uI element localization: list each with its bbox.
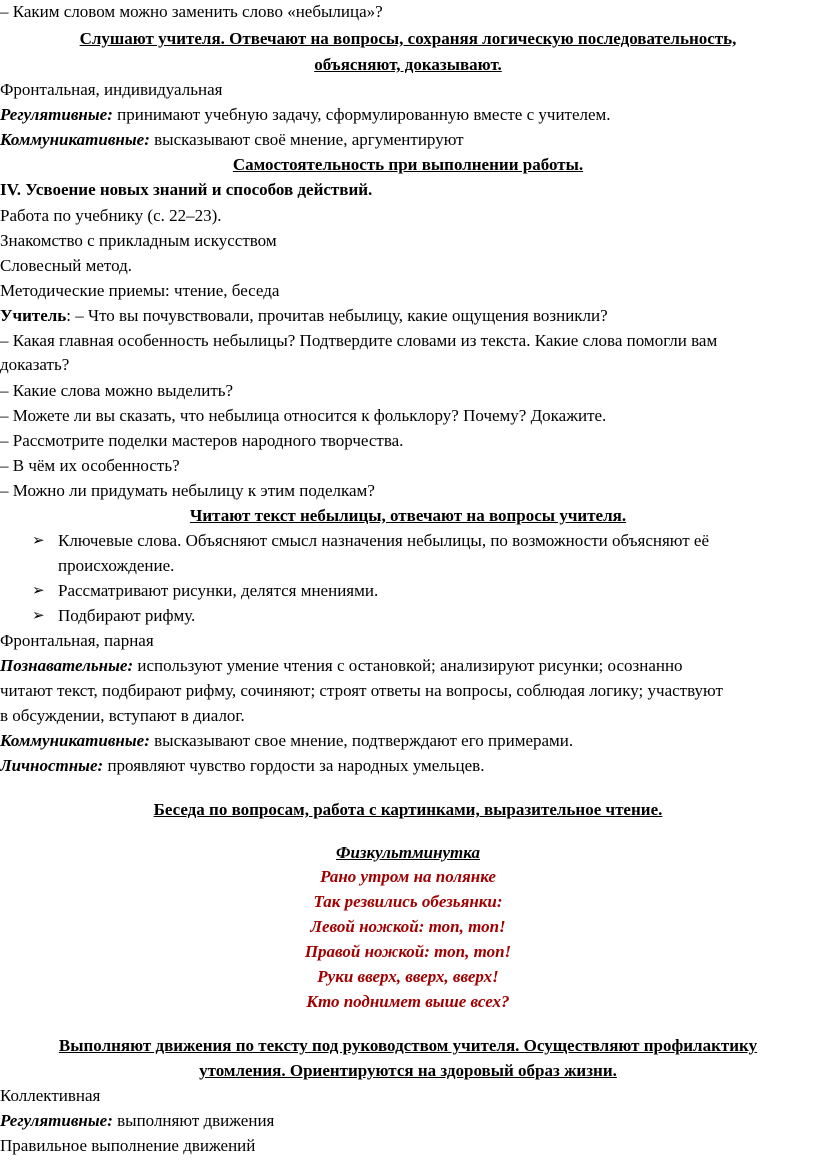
cognitive-label: Познавательные: xyxy=(0,656,134,675)
personal-label: Личностные: xyxy=(0,756,104,775)
poem-line: Рано утром на полянке xyxy=(320,867,496,886)
poem-line: Правой ножкой: топ, топ! xyxy=(304,942,512,961)
list-item: происхождение. xyxy=(58,556,175,575)
cognitive-line: читают текст, подбирают рифму, сочиняют; строят ответы на вопросы, соблюдая логику; участвуют xyxy=(0,681,723,700)
work-form: Фронтальная, индивидуальная xyxy=(0,80,223,99)
regulative-label: Регулятивные: xyxy=(0,1111,113,1130)
regulative-text: выполняют движения xyxy=(112,1111,275,1130)
question-line: – Можно ли придумать небылицу к этим поделкам? xyxy=(0,481,375,500)
personal-line xyxy=(0,756,484,776)
work-form: Коллективная xyxy=(0,1086,101,1105)
list-item: Рассматривают рисунки, делятся мнениями. xyxy=(58,581,379,600)
section-heading: Слушают учителя. Отвечают на вопросы, сохраняя логическую последовательность, xyxy=(79,29,737,48)
text-line: Работа по учебнику (с. 22–23). xyxy=(0,206,222,225)
teacher-label: Учитель xyxy=(0,306,67,325)
list-item: Подбирают рифму. xyxy=(58,606,196,625)
question-line: доказать? xyxy=(0,355,70,374)
arrow-bullet-icon: ➢ xyxy=(32,606,45,624)
question-line: – Какая главная особенность небылицы? Подтвердите словами из текста. Какие слова помогли вам xyxy=(0,331,718,350)
cognitive-line: в обсуждении, вступают в диалог. xyxy=(0,706,245,725)
communicative-line xyxy=(0,731,573,751)
list-item: Ключевые слова. Объясняют смысл назначения небылицы, по возможности объясняют её xyxy=(58,531,710,550)
section-heading: Читают текст небылицы, отвечают на вопросы учителя. xyxy=(189,506,627,525)
communicative-text: высказывают свое мнение, подтверждают его примерами. xyxy=(149,731,574,750)
poem-line: Левой ножкой: топ, топ! xyxy=(310,917,506,936)
personal-text: проявляют чувство гордости за народных умельцев. xyxy=(103,756,485,775)
regulative-text: принимают учебную задачу, сформулированную вместе с учителем. xyxy=(112,105,611,124)
teacher-question: : – Что вы почувствовали, прочитав небылицу, какие ощущения возникли? xyxy=(66,306,608,325)
communicative-line xyxy=(0,130,464,150)
regulative-label: Регулятивные: xyxy=(0,105,113,124)
communicative-label: Коммуникативные: xyxy=(0,130,150,149)
question-line: – Какие слова можно выделить? xyxy=(0,381,234,400)
question-line: – Можете ли вы сказать, что небылица относится к фольклору? Почему? Докажите. xyxy=(0,406,607,425)
text-line: Методические приемы: чтение, беседа xyxy=(0,281,280,300)
arrow-bullet-icon: ➢ xyxy=(32,581,45,599)
section-heading: утомления. Ориентируются на здоровый образ жизни. xyxy=(199,1061,617,1080)
communicative-text: высказывают своё мнение, аргументируют xyxy=(149,130,464,149)
poem-line: Так резвились обезьянки: xyxy=(313,892,503,911)
section-heading: объясняют, доказывают. xyxy=(314,55,502,74)
teacher-line xyxy=(0,306,608,326)
text-line: Знакомство с прикладным искусством xyxy=(0,231,277,250)
regulative-line xyxy=(0,1111,274,1131)
work-form: Фронтальная, парная xyxy=(0,631,154,650)
question-line: – Каким словом можно заменить слово «небылица»? xyxy=(0,2,383,21)
section-title: IV. Усвоение новых знаний и способов действий. xyxy=(0,180,373,199)
text-line: Словесный метод. xyxy=(0,256,133,275)
question-line: – Рассмотрите поделки мастеров народного творчества. xyxy=(0,431,404,450)
poem-line: Руки вверх, вверх, вверх! xyxy=(317,967,499,986)
question-line: – В чём их особенность? xyxy=(0,456,180,475)
cognitive-text: используют умение чтения с остановкой; анализируют рисунки; осознанно xyxy=(133,656,683,675)
physical-break-title: Физкультминутка xyxy=(336,843,480,862)
regulative-line xyxy=(0,105,611,125)
arrow-bullet-icon: ➢ xyxy=(32,531,45,549)
poem-line: Кто поднимет выше всех? xyxy=(306,992,510,1011)
communicative-label: Коммуникативные: xyxy=(0,731,150,750)
text-line: Правильное выполнение движений xyxy=(0,1136,256,1155)
section-heading: Выполняют движения по тексту под руководством учителя. Осуществляют профилактику xyxy=(58,1036,758,1055)
cognitive-line xyxy=(0,656,683,676)
section-heading: Беседа по вопросам, работа с картинками, выразительное чтение. xyxy=(153,800,663,819)
section-heading: Самостоятельность при выполнении работы. xyxy=(232,155,584,174)
